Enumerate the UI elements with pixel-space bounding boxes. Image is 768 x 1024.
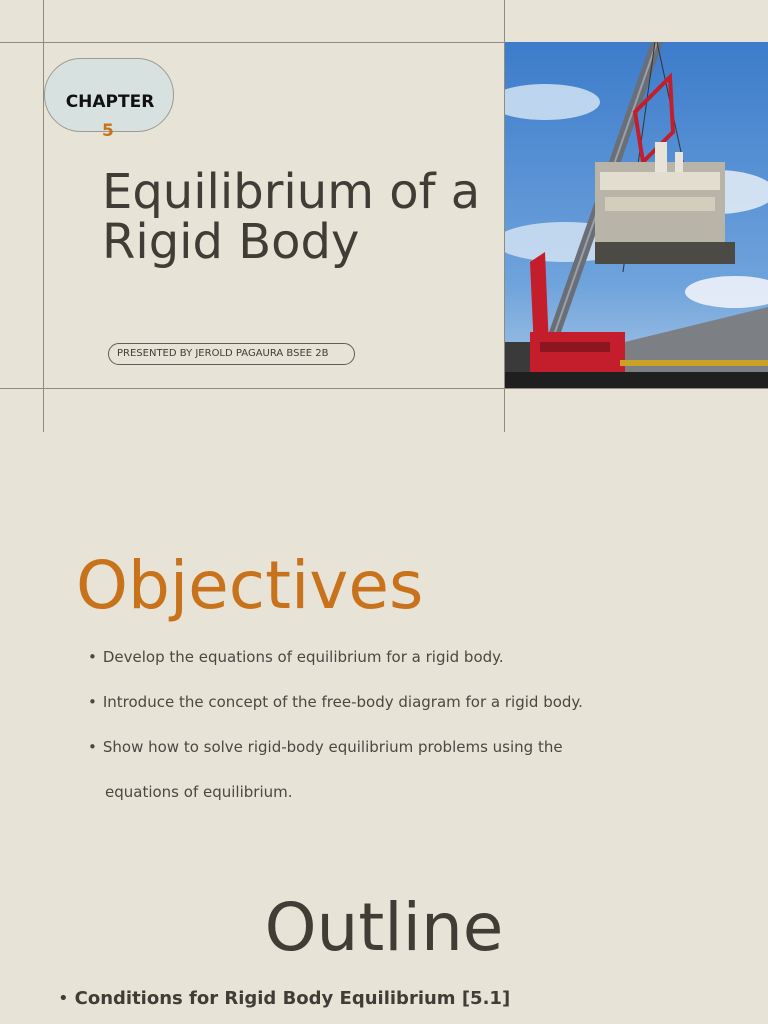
chapter-label: CHAPTER [65,92,155,112]
outline-heading: Outline [264,889,504,966]
grid-line-left [43,0,44,432]
grid-line-bottom [0,388,768,389]
bullet-icon: • [88,648,97,666]
objectives-heading: Objectives [76,547,424,624]
presenter-badge: PRESENTED BY JEROLD PAGAURA BSEE 2B [108,343,355,365]
objective-text: Show how to solve rigid-body equilibrium problems using the [102,738,563,756]
objective-item [88,692,583,712]
outline-item [58,988,510,1010]
chapter-number: 5 [102,121,114,141]
objective-text: Develop the equations of equilibrium for a rigid body. [102,648,504,666]
bullet-icon: • [58,988,69,1009]
bullet-icon: • [88,738,97,756]
bullet-icon: • [88,693,97,711]
crane-photo-icon [505,42,768,388]
objective-item [88,647,504,667]
title-slide [0,0,768,440]
outline-item-text: Conditions for Rigid Body Equilibrium [5.1] [74,988,511,1009]
objective-continuation: equations of equilibrium. [105,783,293,801]
objective-item [88,737,563,757]
objective-text: Introduce the concept of the free-body diagram for a rigid body. [102,693,583,711]
chapter-badge [44,58,174,141]
slide-title: Equilibrium of a Rigid Body [102,164,481,270]
